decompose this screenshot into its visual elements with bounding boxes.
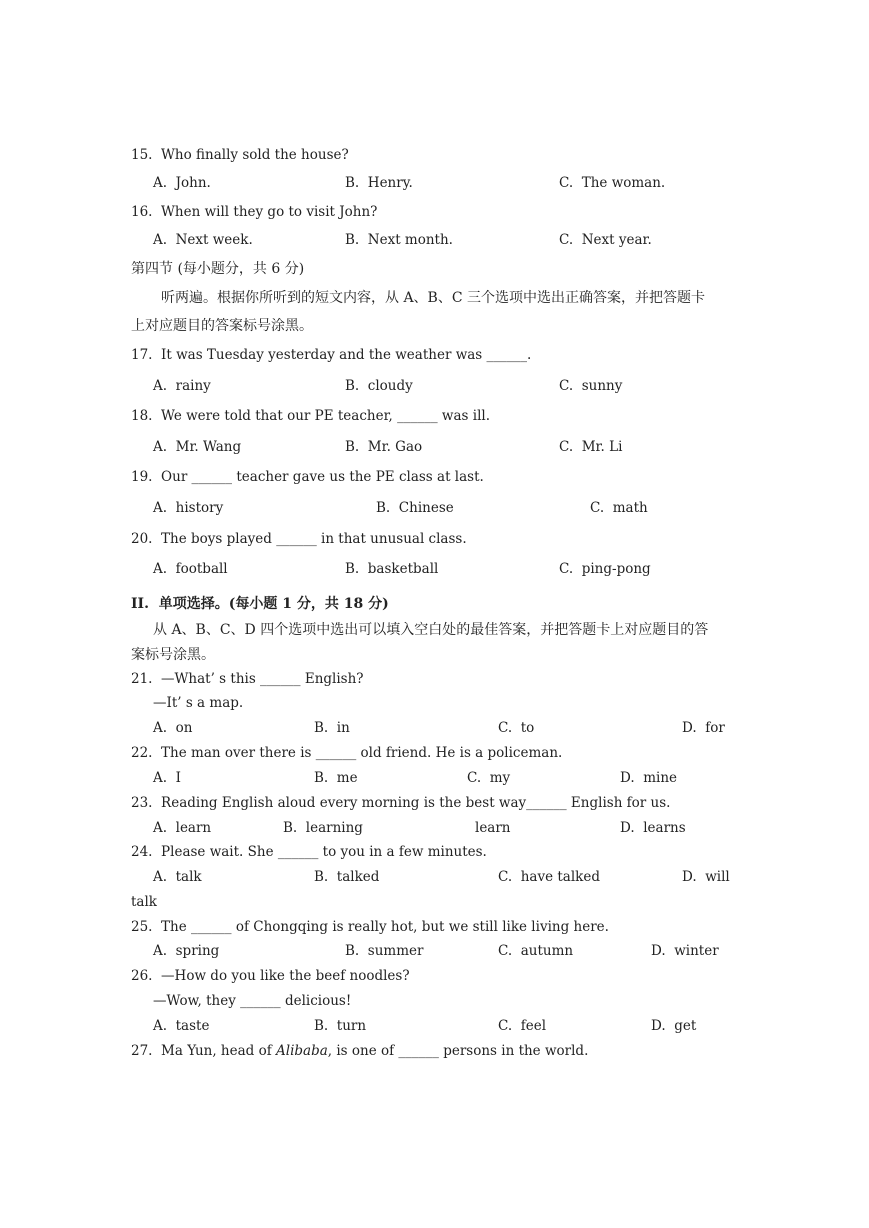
text-line: 22. The man over there is ______ old friend. He is a policeman. [131, 745, 563, 761]
text-line: 15. Who finally sold the house? [131, 147, 349, 163]
answer-option: B. Chinese [376, 500, 454, 516]
answer-option: C. feel [498, 1018, 547, 1034]
text-line: 18. We were told that our PE teacher, ______ was ill. [131, 408, 490, 424]
text-line: 从 A、B、C、D 四个选项中选出可以填入空白处的最佳答案，并把答题卡上对应题目的答 [153, 622, 709, 638]
answer-option: B. learning [283, 820, 363, 836]
answer-option: B. me [314, 770, 358, 786]
answer-option: C. ping-pong [559, 561, 651, 577]
answer-option: D. for [682, 720, 725, 736]
answer-option: B. talked [314, 869, 380, 885]
answer-option: A. history [153, 500, 224, 516]
answer-option: A. learn [153, 820, 212, 836]
text-line: —Wow, they ______ delicious! [153, 993, 352, 1009]
text-line: 17. It was Tuesday yesterday and the weather was ______. [131, 347, 532, 363]
answer-option: C. have talked [498, 869, 600, 885]
text-line: 听两遍。根据你所听到的短文内容，从 A、B、C 三个选项中选出正确答案，并把答题卡 [161, 290, 706, 306]
answer-option: learn [475, 820, 511, 836]
answer-option: B. cloudy [345, 378, 413, 394]
answer-option: C. sunny [559, 378, 623, 394]
answer-option: C. The woman. [559, 175, 666, 191]
answer-option: C. my [467, 770, 511, 786]
text-line: 26. —How do you like the beef noodles? [131, 968, 410, 984]
answer-option: A. spring [153, 943, 220, 959]
answer-option: B. turn [314, 1018, 367, 1034]
text-line: 案标号涂黑。 [131, 647, 215, 663]
answer-option: A. football [153, 561, 228, 577]
answer-option: A. rainy [153, 378, 211, 394]
text-line: 25. The ______ of Chongqing is really hot, but we still like living here. [131, 919, 609, 935]
text-line: 23. Reading English aloud every morning is the best way______ English for us. [131, 795, 671, 811]
text-line: 上对应题目的答案标号涂黑。 [131, 318, 313, 334]
text-line: talk [131, 894, 157, 910]
answer-option: C. Mr. Li [559, 439, 623, 455]
text-line: 16. When will they go to visit John? [131, 204, 378, 220]
text-line: —It’ s a map. [153, 695, 244, 711]
question-27 [131, 1041, 588, 1061]
answer-option: C. Next year. [559, 232, 652, 248]
answer-option: A. Next week. [153, 232, 253, 248]
q27-before: 27. Ma Yun, head of [131, 1043, 277, 1059]
answer-option: C. to [498, 720, 535, 736]
answer-option: B. Next month. [345, 232, 453, 248]
answer-option: A. I [153, 770, 181, 786]
q27-company: Alibaba [276, 1043, 328, 1059]
answer-option: A. talk [153, 869, 202, 885]
answer-option: D. get [651, 1018, 697, 1034]
answer-option: D. mine [620, 770, 678, 786]
answer-option: B. in [314, 720, 350, 736]
text-line: 第四节 (每小题分，共 6 分) [131, 261, 305, 277]
text-line: 24. Please wait. She ______ to you in a few minutes. [131, 844, 487, 860]
answer-option: D. learns [620, 820, 686, 836]
answer-option: A. John. [153, 175, 211, 191]
answer-option: D. will [682, 869, 730, 885]
text-line: 20. The boys played ______ in that unusual class. [131, 531, 467, 547]
answer-option: B. summer [345, 943, 424, 959]
text-line: 19. Our ______ teacher gave us the PE class at last. [131, 469, 484, 485]
answer-option: C. autumn [498, 943, 574, 959]
text-line: 21. —What’ s this ______ English? [131, 671, 364, 687]
answer-option: B. basketball [345, 561, 439, 577]
answer-option: B. Mr. Gao [345, 439, 423, 455]
answer-option: A. on [153, 720, 193, 736]
answer-option: A. Mr. Wang [153, 439, 242, 455]
text-line: II. 单项选择。(每小题 1 分，共 18 分) [131, 596, 389, 612]
answer-option: B. Henry. [345, 175, 413, 191]
answer-option: A. taste [153, 1018, 210, 1034]
q27-after: , is one of ______ persons in the world. [327, 1043, 589, 1059]
answer-option: D. winter [651, 943, 719, 959]
answer-option: C. math [590, 500, 648, 516]
